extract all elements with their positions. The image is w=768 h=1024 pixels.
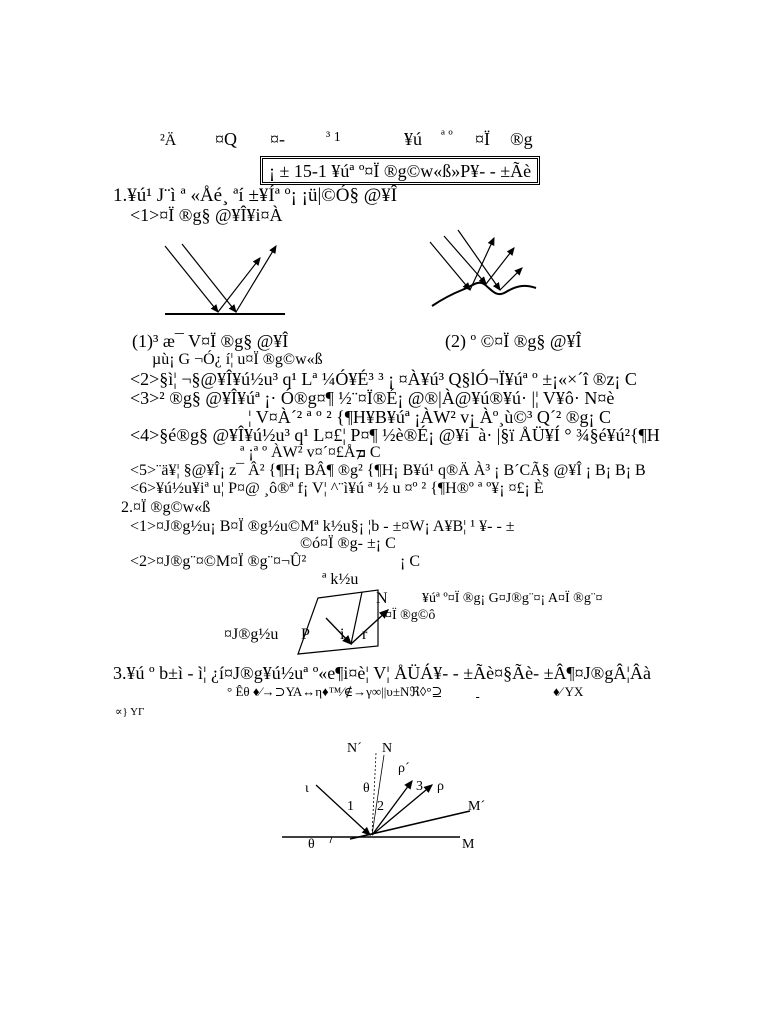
header-cell-6: ª º [441,129,453,144]
incidence-plane [298,590,378,654]
label-M: M [462,837,475,852]
angle-label-r: r [362,626,368,643]
plane-of-incidence-diagram [296,588,406,658]
specular-reflection-diagram [160,240,290,320]
section3-line2-tail: ♦∕ ΥΧ [553,684,584,699]
header-cell-1: ²Ä [160,132,177,149]
label-1: 1 [347,799,354,814]
label-3: 3 [416,779,423,794]
section1-heading: 1.¥ú¹ J¨ì ª «Åé¸ ªí ±¥Íª º¡ ¡ü|©Ó§ @¥Î [113,185,398,206]
reflection-note-1: ¥úª º¤Ï ®g¡ G¤J®g¨¤¡ A¤Ï ®g¨¤ [422,591,603,606]
section2-item1-line1: <1>¤J®g½u¡ B¤Ï ®g½u©Mª k½u§¡ ¦b - ±¤W¡ A¥B¦ ¹ ¥- - ± [130,518,515,535]
label-iota: ι [305,781,309,796]
section1-sub1: <1>¤Ï ®g§ @¥Î¥i¤À [130,205,283,225]
rough-surface [432,283,536,306]
section3-line3: ∝} ΥΓ [115,706,145,718]
angle-arc [330,837,332,843]
label-N-prime: N´ [347,741,362,756]
angle-label-i: i [340,626,345,643]
section2-item1-line2: ©ó¤Ï ®g- ±¡ C [300,535,396,552]
section1-item6: <6>¥ú½u¥iª u¦ P¤@ ¸ô®ª f¡ V¦ ^¨ì¥ú ª ½ u ¤º ² {¶H®º ª º¥¡ ¤£¡ È [130,480,544,497]
label-theta-bottom: θ [308,837,315,852]
section-title-box: ¡ ± 15-1 ¥úª º¤Ï ®g©w«ß»P¥- - ±Ãè [260,156,540,185]
header-cell-4: ³ 1 [326,130,341,145]
header-cell-8: ®g [510,129,533,149]
diffuse-reflection-diagram [430,228,540,310]
section1-item5: <5>¨ä¥¦ §@¥Î¡ z¯ Â² {¶H¡ BÂ¶ ®g² {¶H¡ B¥ú¹ q®Ä À³ ¡ B´CÃ§ @¥Î ¡ B¡ B¡ B [130,462,646,479]
scattered-ray [486,248,514,284]
section2-item2-line1: <2>¤J®g¨¤©M¤Ï ®g¨¤¬Û² [130,553,307,570]
label-rho: ρ [437,779,444,794]
section1-item4-line1: <4>§é®g§ @¥Î¥ú½u³ q¹ L¤£¦ P¤¶ ½è®É¡ @¥i¯à· |§ï ÅÜ¥Í ° ¾§é¥ú²{¶H [130,425,660,445]
reflected-ray [218,258,260,312]
header-cell-7: ¤Ï [475,129,490,149]
incident-ray [430,242,470,290]
section3-line2-blank [476,685,546,698]
reflected-ray [236,246,276,312]
label-theta-top: θ [363,781,370,796]
header-cell-2: ¤Q [215,129,237,149]
section1-item3-line1: <3>² ®g§ @¥Î¥úª ¡· Ó®g¤¶ ½¨¤Ï®É¡ @®|À@¥ú®¥ú· |¦ V¥ô· N¤è [130,388,615,408]
mirror-M-prime [350,811,470,839]
reflection-note-2: ¤Ï ®g©ô [385,608,436,623]
header-cell-3: ¤- [270,129,285,149]
incident-ray [316,785,370,835]
label-rho-prime: ρ´ [398,761,410,776]
section3-line2: ° Êθ ♦∕→⊃ΥΑ↔η♦™∕∉→γ∞||υ±Nℜ◊°⊇ [227,684,443,699]
point-label-P: P [301,626,310,643]
normal-label-N: N [376,590,388,607]
label-2: 2 [377,799,384,814]
section2-item2-end: ¡ C [400,553,420,570]
reflection-law-note: µù¡ G ¬Ó¿ í¦ u¤Ï ®g©w«ß [152,351,323,368]
incident-ray-label: ¤J®g½u [224,626,279,643]
label-N: N [382,741,393,756]
section1-item4-line2: ª ¡ª º ÀW² v¤´¤£Åܡ C [240,444,381,461]
section1-item2: <2>§ì¦ ¬§@¥Î¥ú½u³ q¹ Lª ¼Ó¥É³ ³ ¡ ¤À¥ú³ Q§lÓ¬Ï¥úª º ±¡«×´î ®z¡ C [130,369,637,389]
section2-heading: 2.¤Ï ®g©w«ß [121,499,211,516]
label-M-prime: M´ [468,799,486,814]
header-cell-5: ¥ú [404,129,422,149]
figure1-caption: (1)³ æ¯ V¤Ï ®g§ @¥Î [132,331,289,351]
incident-ray [326,618,351,644]
section1-item3-line2: ¦ V¤À´² ª º ² {¶H¥B¥úª ¡ÀW² v¡ Àº¸ù©³ Q´² ®g¡ C [248,407,611,427]
section3-line1: 3.¥ú º b±ì - ì¦ ¿í¤J®g¥ú½uª º«e¶i¤è¦ V¦ ÅÜÁ¥- - ±Ãè¤§Ãè- ±Â¶¤J®gÂ¦Âà [113,663,651,683]
figure2-caption: (2) º ©¤Ï ®g§ @¥Î [445,331,582,351]
normal-line-label: ª k½u [322,571,359,588]
